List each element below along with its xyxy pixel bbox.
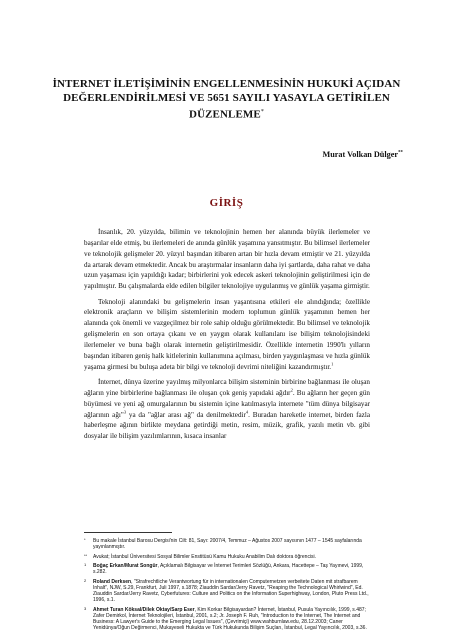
footnote-text: Bu makale İstanbul Barosu Dergisi'nin Cilt: 81, Sayı: 2007/4, Temmuz – Ağustos 2007 sayısının 1477 – 1545 sayfalarında yayınlanmıştır. (93, 538, 362, 551)
body-text (84, 227, 370, 447)
footnote-divider (84, 532, 172, 533)
title-line-1: İNTERNET İLETİŞİMİNİN ENGELLENMESİNİN HUKUKİ AÇIDAN (52, 78, 401, 90)
title-footnote-mark[interactable]: * (260, 109, 264, 116)
footnote-text: , Açıklamalı Bilgisayar ve İnternet Terimleri Sözlüğü, Ankara, Hacettepe – Taş Yayınevi, 1999, s.282. (93, 563, 364, 576)
footnote-item (84, 538, 370, 550)
footnote-mark: 2 (84, 577, 87, 583)
footnote-author: Ahmet Turan Köksal/Dilek Oktay/Sarp Eser (93, 606, 195, 613)
footnote-mark: * (84, 537, 86, 542)
footnote-mark: ** (84, 552, 88, 558)
paragraph-3-mid: ya da "ağlar arası ağ" da denilmektedir (126, 410, 246, 419)
paragraph-3-tail: . Buradan hareketle internet, birden fazla haberleşme ağının birlikte meydana getirdiği metin, resim, müzik, grafik, yazılı metin vb. gibi dosyalar ile bilişim yazılımlarının, kısaca insanlar (84, 410, 370, 441)
article-title (40, 77, 413, 122)
footnote-text: , Kim Korkar Bilgisayardan? İnternet, İstanbul, Pusula Yayıncılık, 1999, s.487; Zafer Demirkol, İnternet Teknolojileri, İstanbul, 2001, s.2; Jr. Joseph F. Ruh, "Introduction to the Internet, The Internet and Business: A Lawyer's Guide to the Emerging Legal Issues", (Çevrimiçi) www.wahburnlaw.edu, 28.12.2003; Caner Yenidünya/Oğun Değirmenci, Mukayeseli Hukukta ve Türk Hukukunda Bilişim Suçları, İstanbul, Legal Yayıncılık, 2003, s.36. (93, 606, 367, 632)
paragraph-3-text: İnternet, dünya üzerine yayılmış milyonlarca bilişim sisteminin birbirine bağlanması ile oluşan ağların yine birbirlerine bağlanması ile oluşan çok geniş yapıdaki ağdır (84, 377, 370, 397)
author-text: Murat Volkan Dülger (322, 150, 398, 159)
footnote-item (84, 579, 370, 603)
footnote-ref-4[interactable]: 4 (245, 409, 249, 415)
footnote-author: Boğaç Erkan/Murat Songür (93, 563, 158, 570)
footnotes (84, 538, 370, 635)
footnote-author: Roland Derksen (93, 578, 132, 585)
footnote-ref-1[interactable]: 1 (331, 361, 334, 367)
footnote-item (84, 607, 370, 631)
footnote-text: Avukat; İstanbul Üniversitesi Sosyal Bilimler Enstitüsü Kamu Hukuku Anabilim Dalı doktora öğrencisi. (93, 553, 317, 560)
author-footnote-mark[interactable]: ** (398, 150, 403, 156)
footnote-item (84, 554, 370, 560)
title-line-2: DEĞERLENDİRİLMESİ VE 5651 SAYILI YASAYLA GETİRİLEN (63, 92, 390, 105)
author-name (322, 150, 403, 159)
paragraph-1 (84, 227, 370, 292)
title-line-3: DÜZENLEME (189, 109, 261, 122)
section-heading: GİRİŞ (209, 197, 244, 209)
paragraph-2-text: Teknoloji alanındaki bu gelişmelerin insan yaşantısına etkileri ele alındığında; özellikle elektronik araçların ve bilişim sistemlerinin modern toplumun günlük yaşamının hemen her alanında çok önemli ve vazgeçilmez bir role sahip olduğu görülmektedir. Bu bilimsel ve teknolojik gelişmelerin en son ortaya çıkanı ve en yaygın olarak kullanılanı ise bilişim teknolojisindeki ilerlemeler ve buna bağlı olarak internetin geliştirilmesidir. Özellikle internetin 1990'lı yılların başından itibaren geniş halk kitlelerinin kullanımına açılması, birden yaygınlaşması ve hızla günlük yaşama girmesi bu buluşa adeta bir bilgi ve teknoloji devrimi niteliğini kazandırmıştır. (84, 297, 370, 371)
paragraph-2 (84, 297, 370, 373)
footnote-ref-3[interactable]: 3 (123, 409, 127, 415)
footnote-mark: 3 (84, 605, 87, 611)
paragraph-1-text: İnsanlık, 20. yüzyılda, bilimin ve teknolojinin hemen her alanında büyük ilerlemeler ve başarılar elde etmiş, bu ilerlemeleri de anında günlük yaşamına yansıtmıştır. Bu bilimsel ilerlemeler ve teknolojik gelişmeler 20. yüzyıl başından itibaren artan bir hızla devam etmiştir ve 21. yüzyılda da artarak devam etmektedir. Ancak bu araştırmalar insanların daha iyi şartlarda, daha rahat ve daha uzun yaşaması için yapıldığı kadar; birbirlerini yok edecek askeri teknolojinin geliştirilmesi için de yapılmıştır. Bu çalışmalarda elde edilen bilgiler teknolojiye uygulanmış ve günlük yaşama girmiştir. (84, 228, 370, 291)
footnote-ref-2[interactable]: 2 (290, 387, 293, 393)
footnote-text: , "Strafrechtliche Verantwortung für in internationalen Computernetzen verbeitete Daten mit strafbarem Inhalt", NJW, S.29, Frankfurt, Juli 1997, s.1878; Ziauddin Sardar/Jerry Ravetz, "Reaping the Technological Whirlwind", Ed. Ziauddin Sardar/Jerry Ravetz, Cyberfutures: Culture and Politics on the Information Superhighway, London, Pluto Press Ltd., 1996, s.1. (93, 578, 369, 604)
footnote-mark: 1 (84, 562, 87, 568)
paragraph-3: İnternet, dünya üzerine yayılmış milyonlarca bilişim sisteminin birbirine bağlanması ile oluşan ağların yine birbirlerine bağlanması ile oluşan çok geniş yapıdaki ağdır$^2$. Bu ağların her geçen gün büyümesi ve yeni ağ omurgalarının bu sistemin içine katılmasıyla internete "tüm dünya bilgisayar ağlarının ağı"$^3$ ya da "ağlar arası ağ" da denilmektedir$^4$. Buradan hareketle internet, birden fazla haberleşme ağının birlikte meydana getirdiği metin, resim, müzik, grafik, yazılı metin vb. gibi dosyalar ile bilişim yazılımlarının, kısaca insanlar (84, 377, 371, 441)
paragraph-3-rest: Bu ağların her geçen gün büyümesi ve yeni ağ omurgalarının bu sistemin içine katılmasıyla internete "tüm dünya bilgisayar ağlarının ağı" (84, 388, 371, 419)
footnote-item (84, 563, 370, 575)
